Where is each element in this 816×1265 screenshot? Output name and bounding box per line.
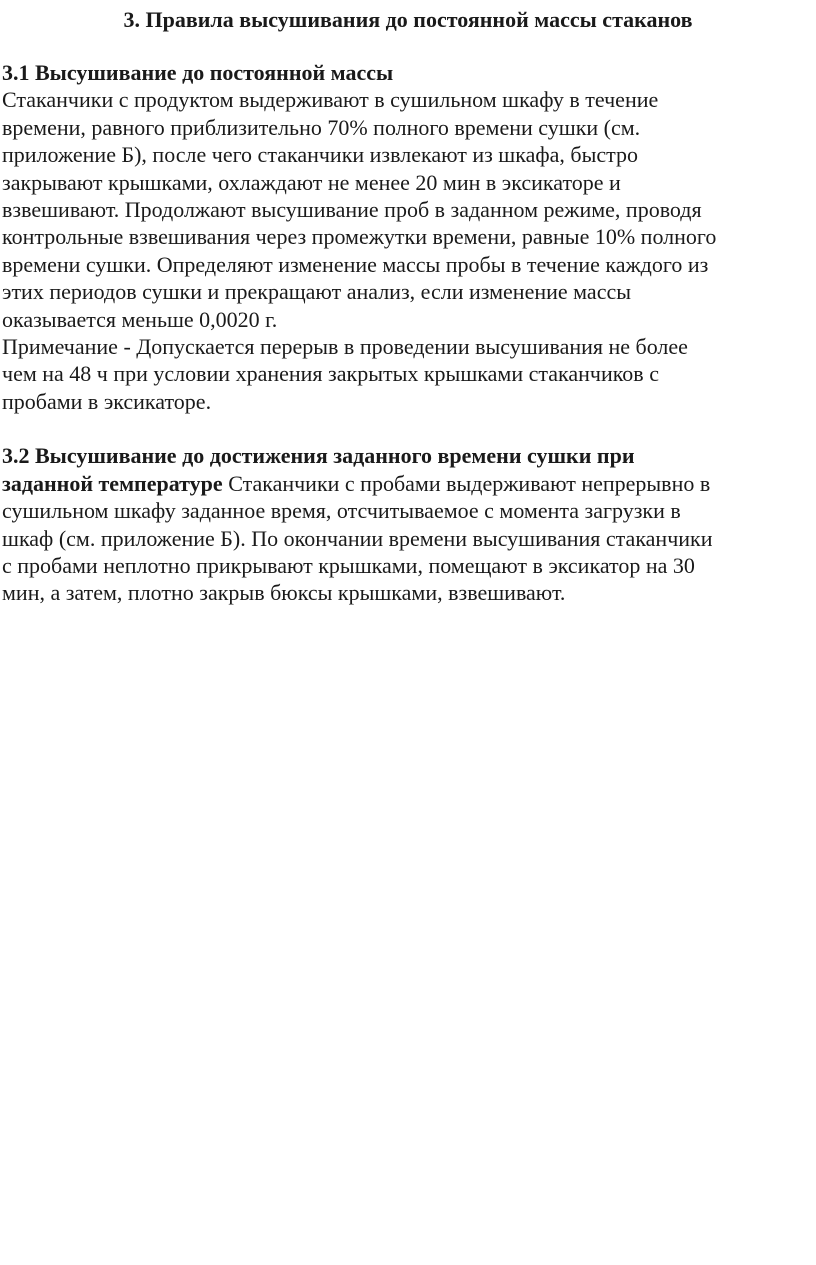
- section-1-paragraph-line: приложение Б), после чего стаканчики извлекают из шкафа, быстро: [2, 142, 639, 168]
- section-gap: [2, 415, 814, 442]
- section-1-note-line: пробами в эксикаторе.: [2, 388, 212, 414]
- document-title: 3. Правила высушивания до постоянной массы стаканов: [123, 7, 693, 32]
- section-2-paragraph-line: мин, а затем, плотно закрыв бюксы крышками, взвешивают.: [2, 580, 566, 606]
- section-1-note-line: чем на 48 ч при условии хранения закрытых крышками стаканчиков с: [2, 361, 659, 387]
- section-2-paragraph-line: сушильном шкафу заданное время, отсчитываемое с момента загрузки в: [2, 498, 681, 524]
- section-1-heading: 3.1 Высушивание до постоянной массы: [2, 60, 394, 85]
- section-2-paragraph-line: шкаф (см. приложение Б). По окончании времени высушивания стаканчики: [2, 525, 713, 551]
- section-1-paragraph-line: закрывают крышками, охлаждают не менее 20 мин в эксикаторе и: [2, 169, 621, 195]
- section-1-paragraph-line: этих периодов сушки и прекращают анализ, если изменение массы: [2, 279, 631, 305]
- section-2-heading-tail: заданной температуре: [2, 470, 223, 496]
- section-1-paragraph-line: времени, равного приблизительно 70% полного времени сушки (см.: [2, 114, 641, 140]
- section-1-paragraph-line: взвешивают. Продолжают высушивание проб в заданном режиме, проводя: [2, 196, 702, 222]
- section-2-paragraph-start: Стаканчики с пробами выдерживают непрерывно в: [222, 470, 711, 496]
- section-2-paragraph-line: с пробами неплотно прикрывают крышками, помещают в эксикатор на 30: [2, 553, 695, 579]
- section-2-heading: 3.2 Высушивание до достижения заданного времени сушки при: [2, 443, 635, 469]
- section-1-paragraph-line: Стаканчики с продуктом выдерживают в сушильном шкафу в течение: [2, 87, 659, 113]
- section-1-note-line: Примечание - Допускается перерыв в проведении высушивания не более: [2, 333, 688, 359]
- section-2-heading-continuation-line: [2, 470, 814, 497]
- section-1-paragraph-line: оказывается меньше 0,0020 г.: [2, 306, 278, 332]
- document-body: [2, 59, 814, 607]
- section-1-paragraph-line: контрольные взвешивания через промежутки времени, равные 10% полного: [2, 224, 717, 250]
- section-1-paragraph-line: времени сушки. Определяют изменение массы пробы в течение каждого из: [2, 251, 709, 277]
